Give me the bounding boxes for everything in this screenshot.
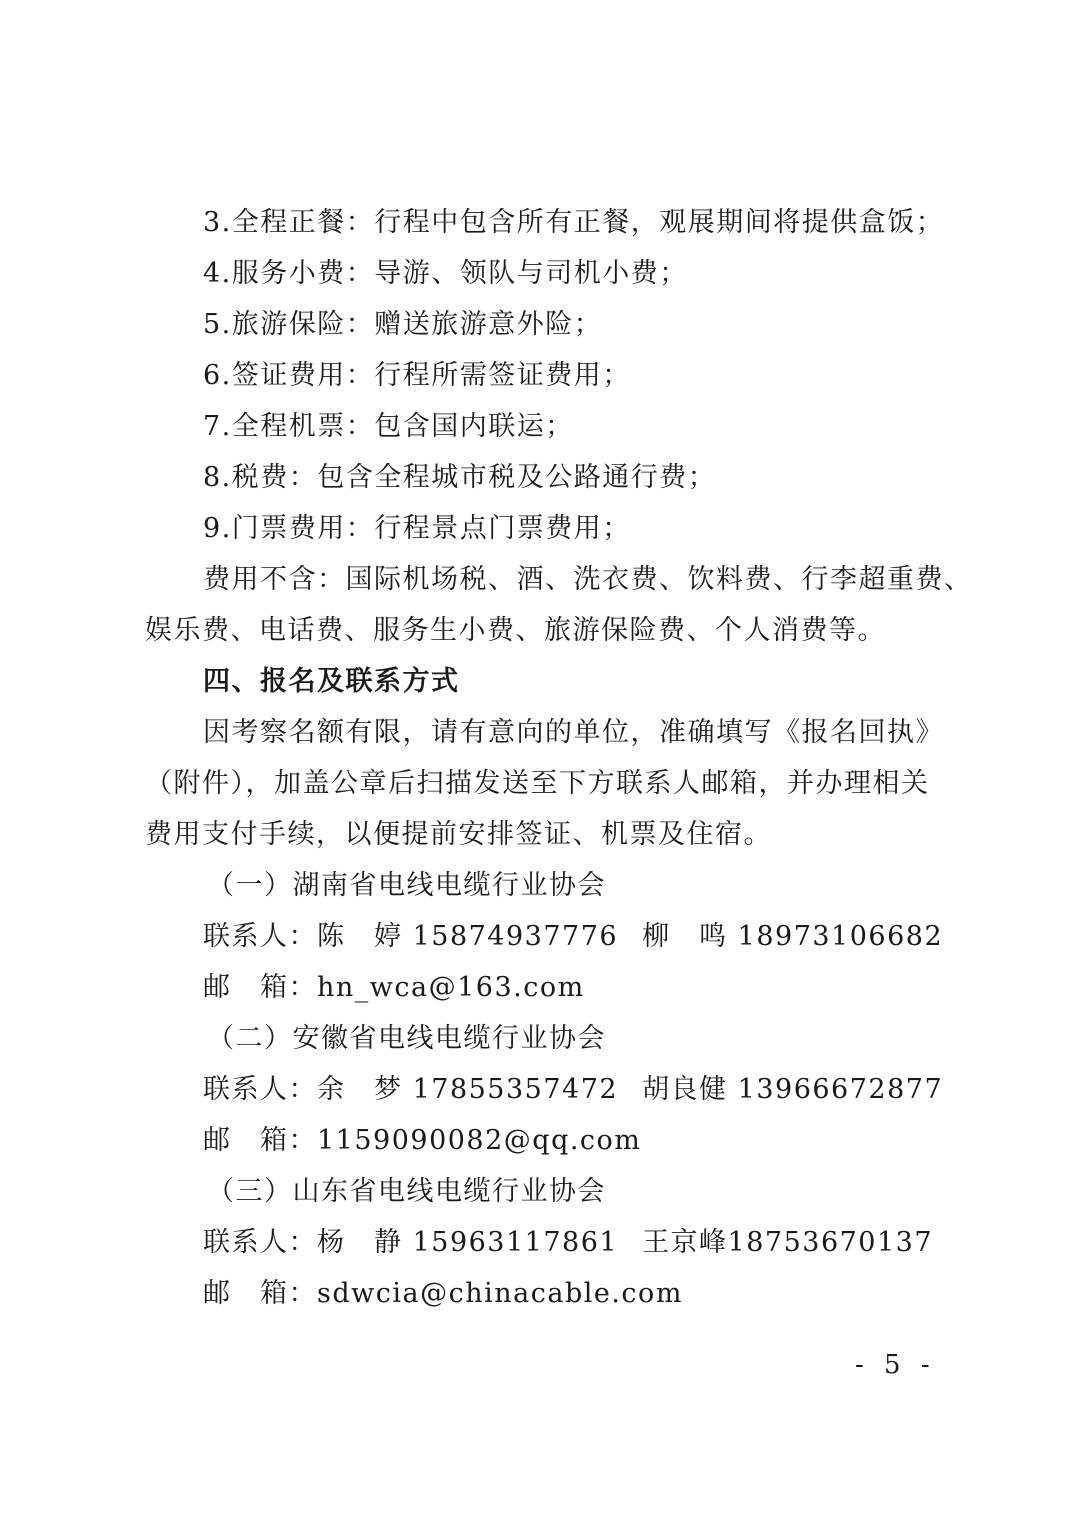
item-text: 包含国内联运； xyxy=(374,411,574,442)
page-number: - 5 - xyxy=(855,1350,936,1380)
contact-name: 王京峰 xyxy=(642,1227,728,1258)
list-item xyxy=(145,350,945,401)
contact-label: 联系人： xyxy=(203,1227,317,1258)
association-title: （三）山东省电线电缆行业协会 xyxy=(207,1176,606,1207)
email-address: hn_wca@163.com xyxy=(317,972,585,1003)
email-label: 邮 箱： xyxy=(203,972,317,1003)
paragraph-line-2: （附件），加盖公章后扫描发送至下方联系人邮箱，并办理相关 xyxy=(145,768,930,799)
association-title: （一）湖南省电线电缆行业协会 xyxy=(207,870,606,901)
contact-name: 陈 婷 xyxy=(317,921,403,952)
contact-line xyxy=(145,1064,945,1115)
email-line xyxy=(145,1268,945,1319)
exclusions-line-2: 娱乐费、电话费、服务生小费、旅游保险费、个人消费等。 xyxy=(145,615,886,646)
item-text: 行程中包含所有正餐，观展期间将提供盒饭； xyxy=(374,207,945,238)
item-text: 导游、领队与司机小费； xyxy=(374,258,688,289)
email-line xyxy=(145,1115,945,1166)
contact-name: 杨 静 xyxy=(317,1227,403,1258)
item-label: 4.服务小费： xyxy=(203,258,375,289)
item-text: 包含全程城市税及公路通行费； xyxy=(317,462,717,493)
contact-name: 胡良健 xyxy=(642,1074,728,1105)
item-label: 9.门票费用： xyxy=(203,513,375,544)
contact-phone: 18753670137 xyxy=(727,1227,934,1258)
contact-phone: 13966672877 xyxy=(737,1074,944,1105)
section-heading: 四、报名及联系方式 xyxy=(203,666,460,697)
contact-phone: 17855357472 xyxy=(412,1074,619,1105)
contact-line xyxy=(145,911,945,962)
email-address: sdwcia@chinacable.com xyxy=(317,1278,683,1309)
item-label: 3.全程正餐： xyxy=(203,207,375,238)
contact-label: 联系人： xyxy=(203,921,317,952)
item-label: 8.税费： xyxy=(203,462,318,493)
contact-name: 柳 鸣 xyxy=(642,921,728,952)
email-label: 邮 箱： xyxy=(203,1278,317,1309)
list-item xyxy=(145,197,945,248)
item-label: 7.全程机票： xyxy=(203,411,375,442)
list-item xyxy=(145,299,945,350)
item-label: 6.签证费用： xyxy=(203,360,375,391)
email-address: 1159090082@qq.com xyxy=(317,1125,642,1156)
email-line xyxy=(145,962,945,1013)
association-title: （二）安徽省电线电缆行业协会 xyxy=(207,1023,606,1054)
list-item xyxy=(145,248,945,299)
contact-phone: 15963117861 xyxy=(412,1227,619,1258)
paragraph-line-1: 因考察名额有限，请有意向的单位，准确填写《报名回执》 xyxy=(203,717,944,748)
contact-phone: 18973106682 xyxy=(737,921,944,952)
exclusions-line-1: 费用不含：国际机场税、酒、洗衣费、饮料费、行李超重费、 xyxy=(203,564,973,595)
item-text: 行程所需签证费用； xyxy=(374,360,631,391)
paragraph-line-3: 费用支付手续，以便提前安排签证、机票及住宿。 xyxy=(145,819,772,850)
contact-label: 联系人： xyxy=(203,1074,317,1105)
contact-phone: 15874937776 xyxy=(412,921,619,952)
contact-line xyxy=(145,1217,945,1268)
contact-name: 余 梦 xyxy=(317,1074,403,1105)
item-text: 行程景点门票费用； xyxy=(374,513,631,544)
list-item xyxy=(145,401,945,452)
email-label: 邮 箱： xyxy=(203,1125,317,1156)
list-item xyxy=(145,503,945,554)
item-label: 5.旅游保险： xyxy=(203,309,375,340)
document-body xyxy=(145,197,973,1319)
item-text: 赠送旅游意外险； xyxy=(374,309,603,340)
list-item xyxy=(145,452,945,503)
